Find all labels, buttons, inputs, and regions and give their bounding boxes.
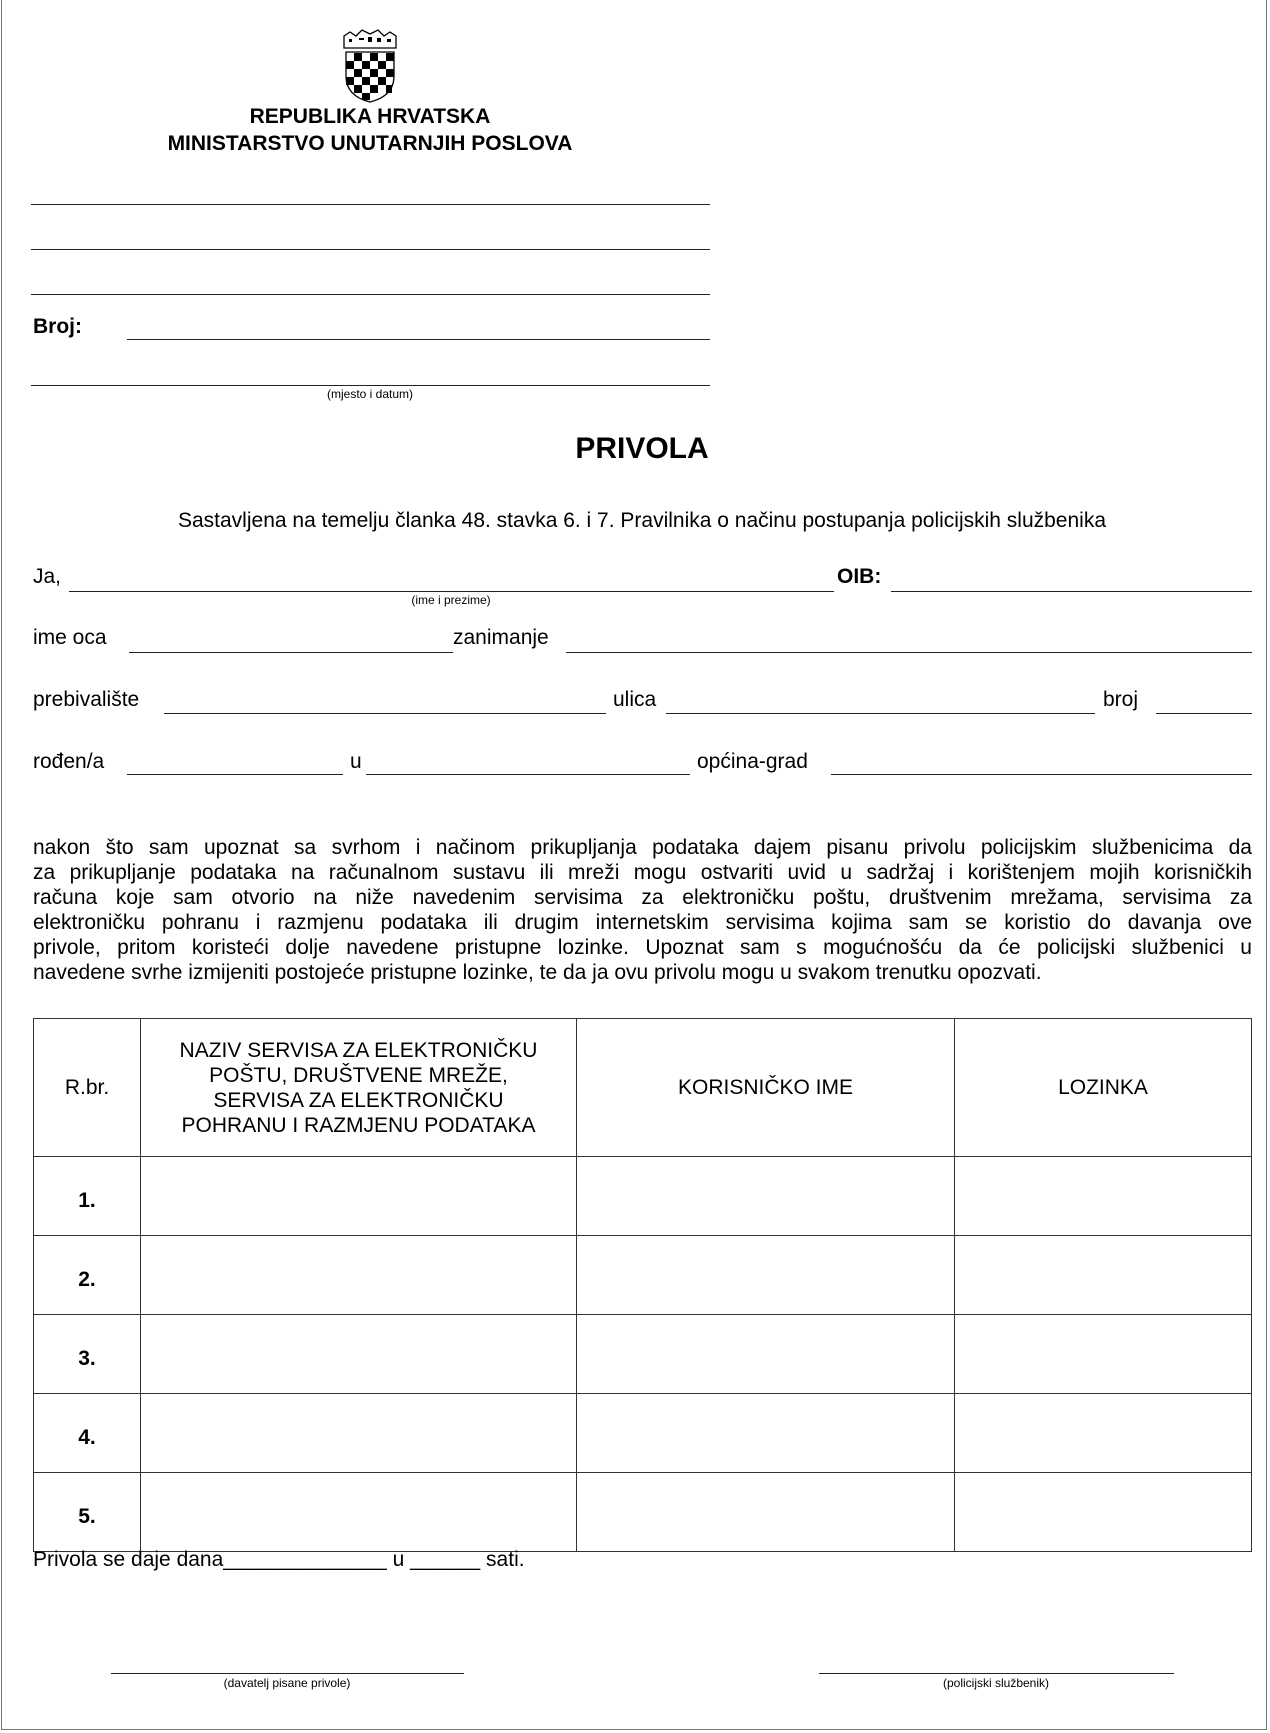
birth-date-field[interactable] xyxy=(127,774,343,775)
place-date-field[interactable] xyxy=(31,385,710,386)
header-username: KORISNIČKO IME xyxy=(577,1019,955,1157)
password-cell[interactable] xyxy=(955,1473,1252,1552)
croatian-coat-of-arms-icon xyxy=(340,26,400,104)
place-date-caption: (mjesto i datum) xyxy=(326,387,414,401)
municipality-label: općina-grad xyxy=(697,750,808,773)
oib-field[interactable] xyxy=(891,591,1252,592)
giver-caption: (davatelj pisane privole) xyxy=(223,1676,351,1690)
number-label: broj xyxy=(1103,688,1139,711)
number-field[interactable] xyxy=(1156,713,1252,714)
username-cell[interactable] xyxy=(577,1315,955,1394)
country-name: REPUBLIKA HRVATSKA xyxy=(249,105,491,128)
name-caption: (ime i prezime) xyxy=(411,593,491,607)
paragraph-line: elektroničku pohranu i razmjenu podataka ili drugim internetskim servisima kojima sam se koristio do davanja ove xyxy=(33,911,1252,934)
accounts-table xyxy=(33,1018,1252,1552)
name-field[interactable] xyxy=(69,591,834,592)
consent-paragraph xyxy=(33,835,1252,985)
address-line-1[interactable] xyxy=(31,204,710,205)
header-rbr: R.br. xyxy=(34,1019,141,1157)
address-line-3[interactable] xyxy=(31,294,710,295)
username-cell[interactable] xyxy=(577,1473,955,1552)
username-cell[interactable] xyxy=(577,1236,955,1315)
broj-field[interactable] xyxy=(127,339,710,340)
paragraph-line: privole, pritom koristeći dolje navedene pristupne lozinke. Upoznat sam s mogućnošću da će policijski službenici u xyxy=(33,936,1252,959)
table-row xyxy=(34,1394,1252,1473)
table-row xyxy=(34,1315,1252,1394)
paragraph-line: za prikupljanje podataka na računalnom sustavu ili mreži mogu ostvariti uvid u sadržaj i korištenjem mojih korisničkih xyxy=(33,861,1252,884)
document-title: PRIVOLA xyxy=(575,432,709,465)
father-label: ime oca xyxy=(33,626,107,649)
paragraph-line: računa koje sam otvorio na niže navedenim servisima za elektroničku poštu, društvenim mrežama, servisima za xyxy=(33,886,1252,909)
header-service: NAZIV SERVISA ZA ELEKTRONIČKU POŠTU, DRUŠTVENE MREŽE, SERVISA ZA ELEKTRONIČKU POHRANU I RAZMJENU PODATAKA xyxy=(141,1019,577,1157)
service-cell[interactable] xyxy=(141,1473,577,1552)
birth-place-field[interactable] xyxy=(366,774,690,775)
row-number: 3. xyxy=(34,1315,141,1394)
residence-label: prebivalište xyxy=(33,688,140,711)
row-number: 4. xyxy=(34,1394,141,1473)
born-label: rođen/a xyxy=(33,750,105,773)
paragraph-line: navedene svrhe izmijeniti postojeće pristupne lozinke, te da ja ovu privolu mogu u svakom trenutku opozvati. xyxy=(33,961,1042,984)
paragraph-line: nakon što sam upoznat sa svrhom i načinom prikupljanja podataka dajem pisanu privolu policijskim službenicima da xyxy=(33,836,1252,859)
service-cell[interactable] xyxy=(141,1157,577,1236)
service-cell[interactable] xyxy=(141,1394,577,1473)
street-field[interactable] xyxy=(666,713,1095,714)
password-cell[interactable] xyxy=(955,1315,1252,1394)
service-cell[interactable] xyxy=(141,1315,577,1394)
address-line-2[interactable] xyxy=(31,249,710,250)
table-row xyxy=(34,1157,1252,1236)
occupation-field[interactable] xyxy=(566,652,1252,653)
username-cell[interactable] xyxy=(577,1157,955,1236)
service-cell[interactable] xyxy=(141,1236,577,1315)
password-cell[interactable] xyxy=(955,1394,1252,1473)
username-cell[interactable] xyxy=(577,1394,955,1473)
street-label: ulica xyxy=(613,688,657,711)
row-number: 1. xyxy=(34,1157,141,1236)
oib-label: OIB: xyxy=(837,565,882,588)
residence-field[interactable] xyxy=(164,713,606,714)
row-number: 2. xyxy=(34,1236,141,1315)
table-header-row xyxy=(34,1019,1252,1157)
ministry-name: MINISTARSTVO UNUTARNJIH POSLOVA xyxy=(167,132,573,155)
broj-label: Broj: xyxy=(33,315,82,338)
header-password: LOZINKA xyxy=(955,1019,1252,1157)
consent-given-line[interactable]: Privola se daje dana______________ u ______ sati. xyxy=(33,1548,525,1571)
municipality-field[interactable] xyxy=(831,774,1252,775)
table-row xyxy=(34,1236,1252,1315)
in-label: u xyxy=(350,750,362,773)
document-subtitle: Sastavljena na temelju članka 48. stavka 6. i 7. Pravilnika o načinu postupanja policijskih službenika xyxy=(177,509,1107,532)
table-row xyxy=(34,1473,1252,1552)
father-field[interactable] xyxy=(129,652,453,653)
giver-signature-line[interactable] xyxy=(111,1673,464,1674)
officer-caption: (policijski službenik) xyxy=(942,1676,1050,1690)
row-number: 5. xyxy=(34,1473,141,1552)
password-cell[interactable] xyxy=(955,1236,1252,1315)
ja-label: Ja, xyxy=(33,565,62,588)
officer-signature-line[interactable] xyxy=(819,1673,1174,1674)
occupation-label: zanimanje xyxy=(453,626,549,649)
password-cell[interactable] xyxy=(955,1157,1252,1236)
